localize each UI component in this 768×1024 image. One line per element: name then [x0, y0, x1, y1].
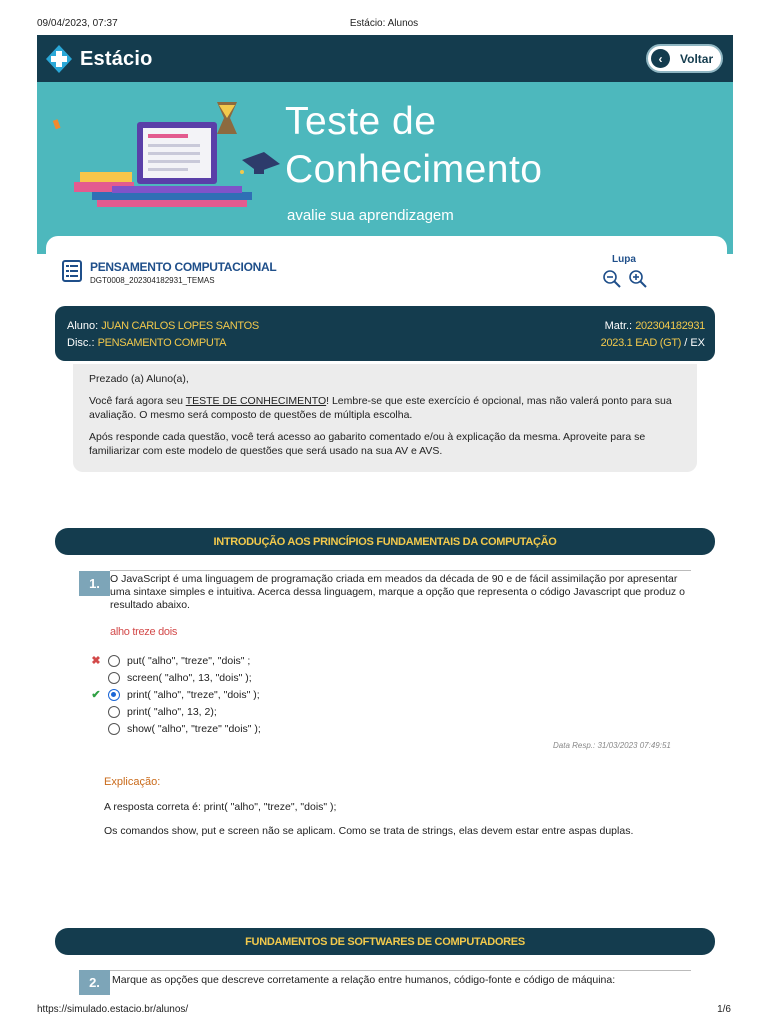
print-title: Estácio: Alunos: [349, 18, 419, 29]
discipline-row: Disc.: PENSAMENTO COMPUTA: [67, 337, 227, 349]
registration-row: Matr.: 202304182931: [604, 320, 705, 332]
instructions-box: [73, 364, 697, 472]
estacio-logo[interactable]: [44, 44, 153, 74]
print-date: 09/04/2023, 07:37: [37, 18, 118, 29]
explanation-title: Explicação:: [104, 776, 161, 788]
top-bar: [37, 35, 733, 82]
print-url: https://simulado.estacio.br/alunos/: [37, 1004, 189, 1015]
answer-option[interactable]: screen( "alho", 13, "dois" );: [88, 669, 261, 686]
question-divider: [110, 570, 691, 571]
question-text: Marque as opções que descreve corretamente a relação entre humanos, código-fonte e código de máquina:: [112, 974, 616, 986]
document-list-icon: [62, 260, 82, 282]
section-title: FUNDAMENTOS DE SOFTWARES DE COMPUTADORES: [55, 928, 715, 955]
page-subtitle: avalie sua aprendizagem: [287, 207, 454, 224]
answer-option[interactable]: ✖ put( "alho", "treze", "dois" ;: [88, 652, 261, 669]
print-header: [0, 0, 768, 34]
test-link: TESTE DE CONHECIMENTO: [185, 395, 327, 407]
answer-option[interactable]: show( "alho", "treze" "dois" );: [88, 720, 261, 737]
radio-button[interactable]: [108, 672, 120, 684]
notice-paragraph-1: Você fará agora seu TESTE DE CONHECIMENTO! Lembre-se que este exercício é opcional, mas não valerá ponto para sua avaliação. O mesmo será composto de questões de múltipla escolha.: [89, 395, 672, 421]
discipline-name: PENSAMENTO COMPUTA: [97, 337, 227, 349]
study-illustration-icon: [52, 102, 282, 217]
back-button[interactable]: [646, 44, 723, 73]
radio-button-selected[interactable]: [108, 689, 120, 701]
term-row: 2023.1 EAD (GT) / EX: [600, 337, 705, 349]
question-number: 2.: [79, 970, 110, 995]
answer-option[interactable]: ✔ print( "alho", "treze", "dois" );: [88, 686, 261, 703]
back-button-label: Voltar: [680, 51, 714, 66]
lupa-label: Lupa: [612, 254, 636, 265]
hero-banner: [37, 82, 733, 254]
page-count: 1/6: [717, 1004, 731, 1015]
check-mark-icon: ✔: [91, 689, 101, 701]
brand-name: Estácio: [80, 47, 153, 70]
zoom-in-icon[interactable]: [628, 269, 648, 289]
notice-greeting: Prezado (a) Aluno(a),: [89, 373, 189, 385]
radio-button[interactable]: [108, 655, 120, 667]
print-footer: [0, 1002, 768, 1024]
section-title: INTRODUÇÃO AOS PRINCÍPIOS FUNDAMENTAIS DA COMPUTAÇÃO: [55, 528, 715, 555]
zoom-out-icon[interactable]: [602, 269, 622, 289]
answer-options: [88, 652, 261, 737]
course-header: [62, 260, 276, 285]
question-text: O JavaScript é uma linguagem de programação criada em meados da década de 90 e de fácil assimilação por apresentar uma sintaxe simples e intuitiva. Acerca dessa linguagem, marque a opção que representa o código Javascript que produz o resultado abaixo.: [110, 573, 685, 611]
notice-paragraph-2: Após responde cada questão, você terá acesso ao gabarito comentado e/ou à explicação da mesma. Aproveite para se familiarizar com este modelo de questões que será usado na sua AV e AVS.: [89, 431, 646, 457]
explanation-detail: Os comandos show, put e screen não se aplicam. Como se trata de strings, elas devem estar entre aspas duplas.: [104, 825, 634, 837]
question-number: 1.: [79, 571, 110, 596]
page-title: Teste de Conhecimento: [285, 100, 543, 191]
content-card: [46, 236, 727, 996]
course-code: DGT0008_202304182931_TEMAS: [90, 276, 215, 285]
registration-number: 202304182931: [635, 320, 705, 332]
course-name: PENSAMENTO COMPUTACIONAL: [90, 260, 277, 274]
student-name-row: Aluno: JUAN CARLOS LOPES SANTOS: [67, 320, 259, 332]
estacio-logo-icon: [44, 44, 74, 74]
wrong-mark-icon: ✖: [91, 655, 101, 667]
question-divider: [110, 970, 691, 971]
code-output: alho treze dois: [110, 626, 178, 638]
explanation-answer: A resposta correta é: print( "alho", "treze", "dois" );: [104, 801, 337, 813]
response-date: Data Resp.: 31/03/2023 07:49:51: [553, 741, 671, 750]
zoom-controls: [602, 254, 646, 294]
chevron-left-icon: ‹: [651, 49, 670, 68]
radio-button[interactable]: [108, 723, 120, 735]
student-info-bar: [55, 306, 715, 361]
student-name: JUAN CARLOS LOPES SANTOS: [101, 320, 259, 332]
radio-button[interactable]: [108, 706, 120, 718]
term-value: 2023.1 EAD (GT): [600, 337, 682, 349]
answer-option[interactable]: print( "alho", 13, 2);: [88, 703, 261, 720]
